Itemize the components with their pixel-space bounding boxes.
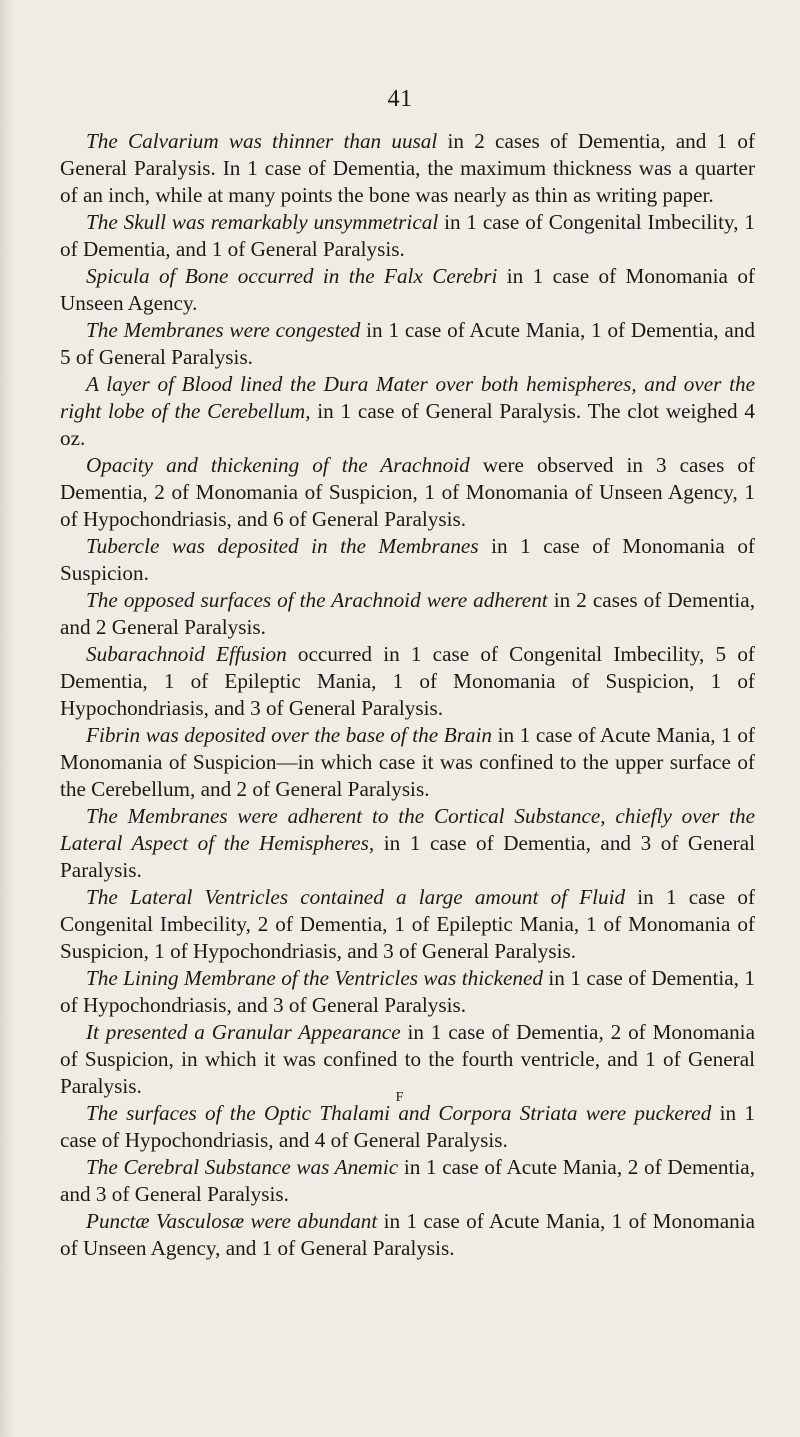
- paragraph: [60, 452, 755, 533]
- italic-heading-text: Opacity and thickening of the Arachnoid: [86, 453, 470, 477]
- italic-heading-text: The Membranes were congested: [86, 318, 361, 342]
- body-run-text: in 2 cases of Dementia, and 1 of General Paralysis. In 1 case of Dementia, the maximum thickness was a quarter of an inch, while at many points the bone was nearly as thin as writing paper.: [60, 129, 755, 207]
- paragraph: [60, 1208, 755, 1262]
- paragraph: [60, 317, 755, 371]
- paragraph: [60, 965, 755, 1019]
- paragraph: [60, 587, 755, 641]
- italic-heading-text: Spicula of Bone occurred in the Falx Cerebri: [86, 264, 498, 288]
- body-run-text: in 1 case of Dementia, and 3 of General Paralysis.: [60, 831, 755, 882]
- italic-heading-text: The Skull was remarkably unsymmetrical: [86, 210, 439, 234]
- paragraph: [60, 1154, 755, 1208]
- italic-heading-text: The surfaces of the Optic Thalami and Corpora Striata were puckered: [86, 1101, 712, 1125]
- page-gutter-shadow: [0, 0, 14, 1437]
- paragraph: [60, 128, 755, 209]
- italic-heading-text: The Lining Membrane of the Ventricles was thickened: [86, 966, 543, 990]
- italic-heading-text: The Membranes were adherent to the Cortical Substance, chiefly over the Lateral Aspect of the Hemispheres,: [60, 804, 755, 855]
- paragraph: [60, 209, 755, 263]
- page-number: 41: [387, 86, 413, 112]
- body-run-text: in 1 case of Dementia, 1 of Hypochondriasis, and 3 of General Paralysis.: [60, 966, 755, 1017]
- body-run-text: in 1 case of Monomania of Unseen Agency.: [60, 264, 755, 315]
- paragraph: [60, 533, 755, 587]
- body-run-text: in 1 case of Hypochondriasis, and 4 of General Paralysis.: [60, 1101, 755, 1152]
- italic-heading-text: Tubercle was deposited in the Membranes: [86, 534, 479, 558]
- body-run-text: occurred in 1 case of Congenital Imbecility, 5 of Dementia, 1 of Epileptic Mania, 1 of Monomania of Suspicion, 1 of Hypochondriasis, and 3 of General Paralysis.: [60, 642, 755, 720]
- italic-heading-text: It presented a Granular Appearance: [86, 1020, 401, 1044]
- body-run-text: in 1 case of Dementia, 2 of Monomania of Suspicion, in which it was confined to the fourth ventricle, and 1 of General Paralysis.: [60, 1020, 755, 1098]
- paragraph: [60, 263, 755, 317]
- italic-heading-text: A layer of Blood lined the Dura Mater over both hemispheres, and over the right lobe of the Cerebellum,: [60, 372, 755, 423]
- paragraph: [60, 803, 755, 884]
- italic-heading-text: The Cerebral Substance was Anemic: [86, 1155, 399, 1179]
- body-run-text: in 1 case of Congenital Imbecility, 2 of Dementia, 1 of Epileptic Mania, 1 of Monomania of Suspicion, 1 of Hypochondriasis, and 3 of General Paralysis.: [60, 885, 755, 963]
- body-run-text: in 1 case of Acute Mania, 1 of Monomania of Unseen Agency, and 1 of General Paralysis.: [60, 1209, 755, 1260]
- paragraph: [60, 884, 755, 965]
- body-run-text: in 1 case of Congenital Imbecility, 1 of Dementia, and 1 of General Paralysis.: [60, 210, 755, 261]
- italic-heading-text: Subarachnoid Effusion: [86, 642, 287, 666]
- paragraph: [60, 371, 755, 452]
- italic-heading-text: The Lateral Ventricles contained a large amount of Fluid: [86, 885, 626, 909]
- paragraph: [60, 1019, 755, 1100]
- italic-heading-text: The Calvarium was thinner than uusal: [86, 129, 438, 153]
- body-run-text: in 1 case of Acute Mania, 1 of Monomania of Suspicion—in which case it was confined to the upper surface of the Cerebellum, and 2 of General Paralysis.: [60, 723, 755, 801]
- body-run-text: were observed in 3 cases of Dementia, 2 of Monomania of Suspicion, 1 of Monomania of Unseen Agency, 1 of Hypochondriasis, and 6 of General Paralysis.: [60, 453, 756, 531]
- italic-heading-text: Punctæ Vasculosæ were abundant: [86, 1209, 378, 1233]
- italic-heading-text: Fibrin was deposited over the base of the Brain: [86, 723, 493, 747]
- body-run-text: in 1 case of General Paralysis. The clot weighed 4 oz.: [60, 399, 755, 450]
- body-run-text: in 2 cases of Dementia, and 2 General Paralysis.: [60, 588, 755, 639]
- paragraph: [60, 641, 755, 722]
- body-run-text: in 1 case of Acute Mania, 1 of Dementia, and 5 of General Paralysis.: [60, 318, 755, 369]
- italic-heading-text: The opposed surfaces of the Arachnoid were adherent: [86, 588, 548, 612]
- body-run-text: in 1 case of Monomania of Suspicion.: [60, 534, 755, 585]
- paragraph: [60, 722, 755, 803]
- body-run-text: in 1 case of Acute Mania, 2 of Dementia, and 3 of General Paralysis.: [60, 1155, 755, 1206]
- paragraph: [60, 1100, 755, 1154]
- signature-mark: F: [395, 1090, 405, 1105]
